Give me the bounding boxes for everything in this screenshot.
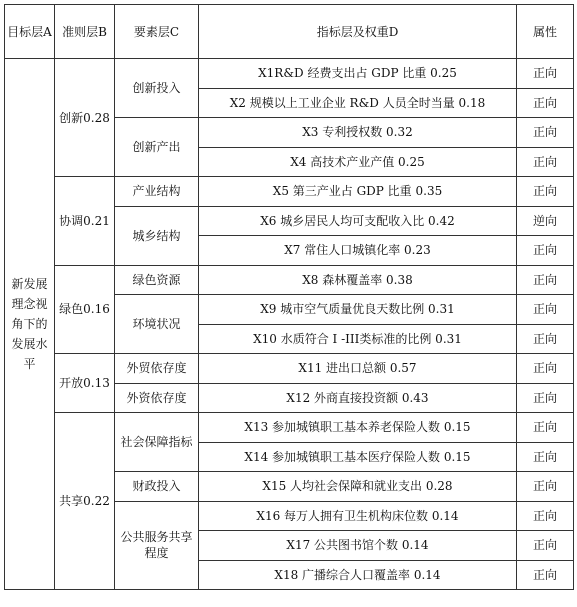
indicator-cell: X5 第三产业占 GDP 比重 0.35 (199, 177, 517, 207)
element-cell: 创新投入 (115, 59, 199, 118)
element-cell: 产业结构 (115, 177, 199, 207)
indicator-cell: X11 进出口总额 0.57 (199, 354, 517, 384)
indicator-cell: X13 参加城镇职工基本养老保险人数 0.15 (199, 413, 517, 443)
attribute-cell: 正向 (517, 118, 574, 148)
attribute-cell: 逆向 (517, 206, 574, 236)
element-cell: 财政投入 (115, 472, 199, 502)
table-row (5, 265, 574, 295)
attribute-cell: 正向 (517, 442, 574, 472)
header-indicator-layer: 指标层及权重D (199, 5, 517, 59)
indicator-cell: X15 人均社会保障和就业支出 0.28 (199, 472, 517, 502)
indicator-cell: X6 城乡居民人均可支配收入比 0.42 (199, 206, 517, 236)
attribute-cell: 正向 (517, 295, 574, 325)
table-row (5, 354, 574, 384)
indicator-system-table (4, 4, 574, 590)
header-row (5, 5, 574, 59)
indicator-cell: X2 规模以上工业企业 R&D 人员全时当量 0.18 (199, 88, 517, 118)
table-row (5, 413, 574, 443)
header-criteria-layer: 准则层B (55, 5, 115, 59)
indicator-cell: X4 高技术产业产值 0.25 (199, 147, 517, 177)
element-cell: 外贸依存度 (115, 354, 199, 384)
element-cell: 绿色资源 (115, 265, 199, 295)
indicator-cell: X12 外商直接投资额 0.43 (199, 383, 517, 413)
indicator-cell: X16 每万人拥有卫生机构床位数 0.14 (199, 501, 517, 531)
element-cell: 环境状况 (115, 295, 199, 354)
criteria-cell: 创新0.28 (55, 59, 115, 177)
attribute-cell: 正向 (517, 59, 574, 89)
criteria-cell: 绿色0.16 (55, 265, 115, 354)
attribute-cell: 正向 (517, 236, 574, 266)
header-attribute: 属性 (517, 5, 574, 59)
indicator-cell: X18 广播综合人口覆盖率 0.14 (199, 560, 517, 590)
indicator-cell: X7 常住人口城镇化率 0.23 (199, 236, 517, 266)
attribute-cell: 正向 (517, 560, 574, 590)
element-cell: 城乡结构 (115, 206, 199, 265)
attribute-cell: 正向 (517, 324, 574, 354)
header-goal-layer: 目标层A (5, 5, 55, 59)
indicator-cell: X10 水质符合 I -III类标准的比例 0.31 (199, 324, 517, 354)
goal-cell: 新发展理念视角下的发展水平 (5, 59, 55, 590)
criteria-cell: 共享0.22 (55, 413, 115, 590)
element-cell: 公共服务共享程度 (115, 501, 199, 590)
header-element-layer: 要素层C (115, 5, 199, 59)
table-row (5, 177, 574, 207)
element-cell: 外资依存度 (115, 383, 199, 413)
indicator-cell: X9 城市空气质量优良天数比例 0.31 (199, 295, 517, 325)
criteria-cell: 开放0.13 (55, 354, 115, 413)
table-row (5, 59, 574, 89)
element-cell: 社会保障指标 (115, 413, 199, 472)
attribute-cell: 正向 (517, 383, 574, 413)
element-cell: 创新产出 (115, 118, 199, 177)
attribute-cell: 正向 (517, 147, 574, 177)
attribute-cell: 正向 (517, 177, 574, 207)
attribute-cell: 正向 (517, 413, 574, 443)
criteria-cell: 协调0.21 (55, 177, 115, 266)
indicator-cell: X1R&D 经费支出占 GDP 比重 0.25 (199, 59, 517, 89)
attribute-cell: 正向 (517, 265, 574, 295)
indicator-cell: X3 专利授权数 0.32 (199, 118, 517, 148)
attribute-cell: 正向 (517, 354, 574, 384)
attribute-cell: 正向 (517, 472, 574, 502)
attribute-cell: 正向 (517, 531, 574, 561)
indicator-cell: X8 森林覆盖率 0.38 (199, 265, 517, 295)
indicator-cell: X17 公共图书馆个数 0.14 (199, 531, 517, 561)
attribute-cell: 正向 (517, 88, 574, 118)
indicator-cell: X14 参加城镇职工基本医疗保险人数 0.15 (199, 442, 517, 472)
attribute-cell: 正向 (517, 501, 574, 531)
